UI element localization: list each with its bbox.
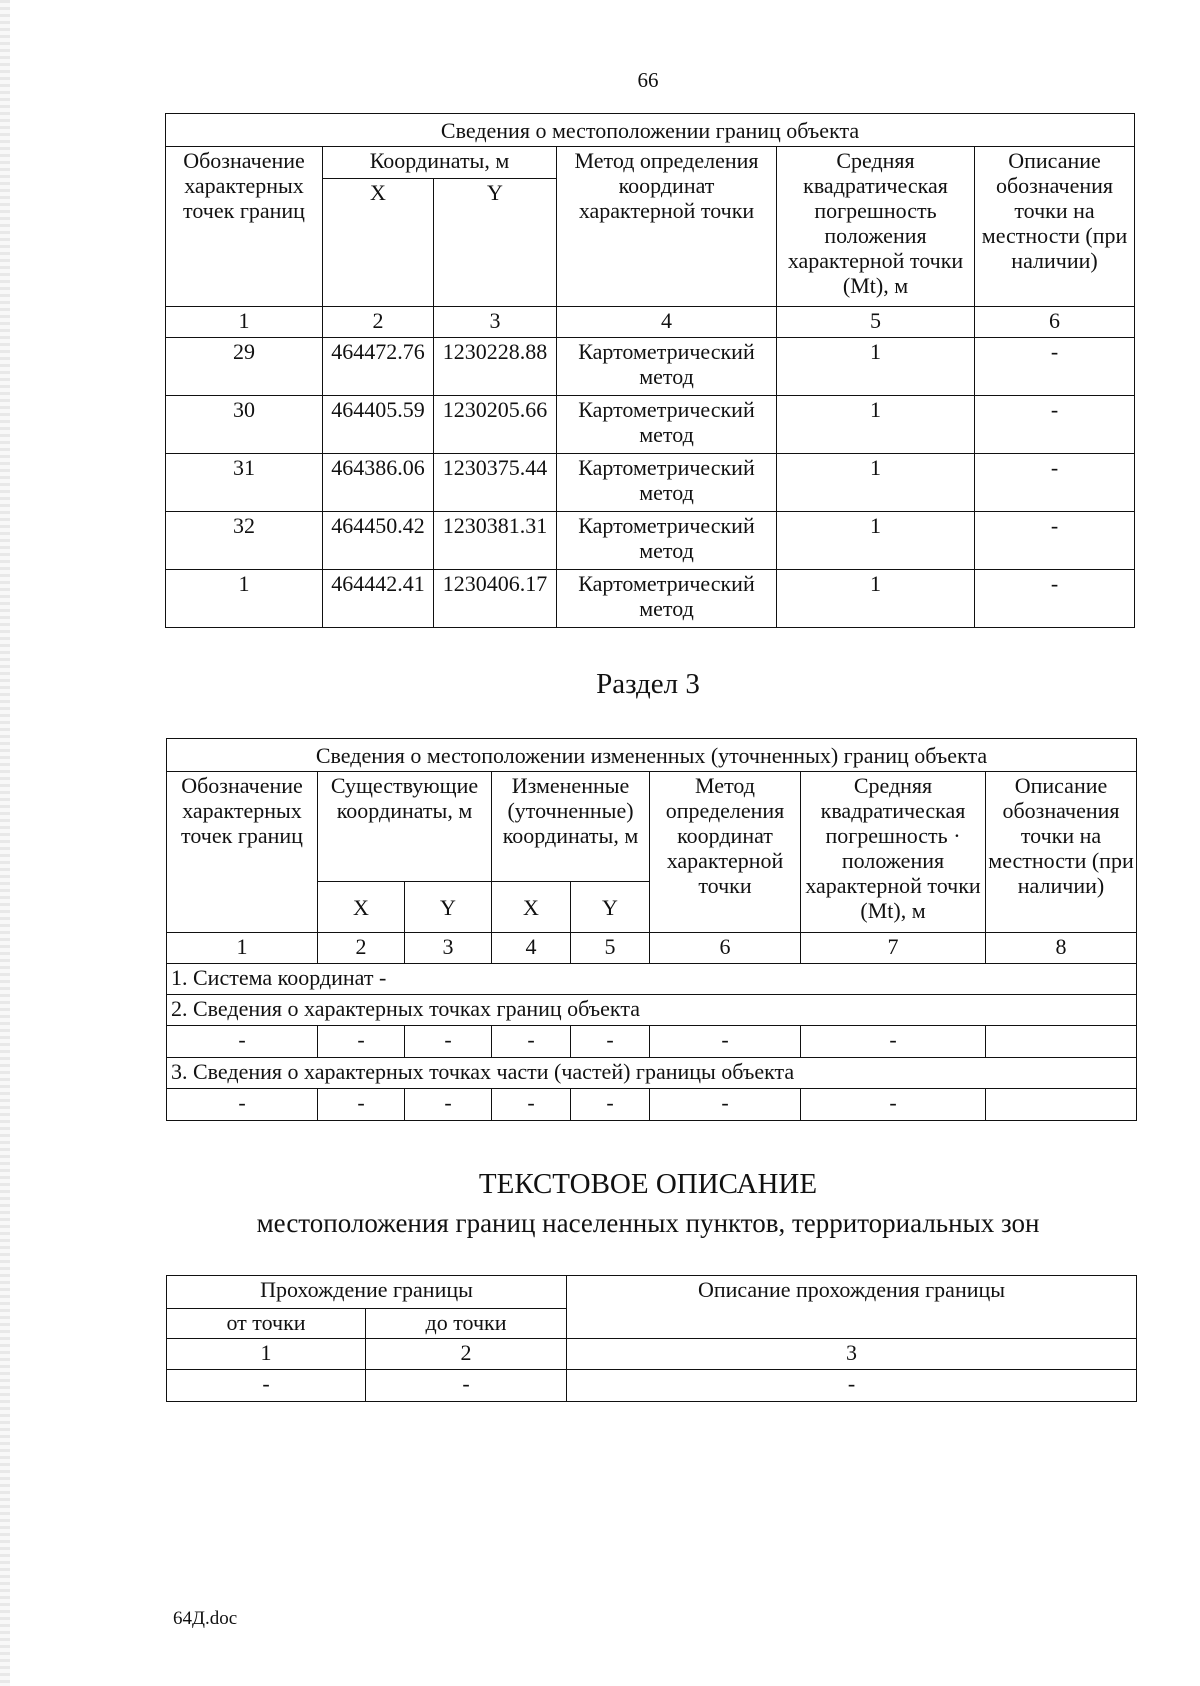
coord-x: 464472.76 [323, 338, 434, 396]
coord-y: 1230406.17 [434, 570, 557, 628]
header-error: Средняя квадратическая погрешность положения характерной точки (Mt), м [777, 147, 975, 307]
column-number: 4 [557, 307, 777, 338]
cell: - [801, 1026, 986, 1058]
method: Картометрический метод [557, 338, 777, 396]
text-description-subheading: местоположения границ населенных пунктов, территориальных зон [256, 1208, 1040, 1238]
point-id: 31 [166, 454, 323, 512]
column-number: 2 [366, 1339, 567, 1370]
footer-filename: 64Д.doc [173, 1608, 238, 1629]
coordinate-system-row: 1. Система координат - [167, 964, 1137, 995]
header-x: X [492, 882, 571, 933]
cell: - [571, 1026, 650, 1058]
page-number: 66 [637, 68, 659, 92]
coord-x: 464386.06 [323, 454, 434, 512]
header-designation: Обозначение характерных точек границ [166, 147, 323, 307]
column-number: 3 [434, 307, 557, 338]
method: Картометрический метод [557, 570, 777, 628]
error: 1 [777, 338, 975, 396]
column-number: 1 [166, 307, 323, 338]
header-description: Описание обозначения точки на местности (при наличии) [986, 772, 1137, 933]
cell: - [492, 1026, 571, 1058]
point-id: 29 [166, 338, 323, 396]
section-heading: Раздел 3 [596, 668, 700, 700]
table-title: Сведения о местоположении измененных (уточненных) границ объекта [167, 739, 1137, 772]
coord-y: 1230381.31 [434, 512, 557, 570]
column-number: 7 [801, 933, 986, 964]
column-number: 5 [571, 933, 650, 964]
cell: - [167, 1370, 366, 1402]
table-row [167, 1026, 1137, 1058]
column-number: 5 [777, 307, 975, 338]
table-row [166, 512, 1135, 570]
header-from-point: от точки [167, 1309, 366, 1339]
cell: - [650, 1089, 801, 1121]
header-designation: Обозначение характерных точек границ [167, 772, 318, 933]
point-id: 32 [166, 512, 323, 570]
cell: - [318, 1026, 405, 1058]
header-coordinates: Координаты, м [323, 147, 557, 179]
coord-y: 1230205.66 [434, 396, 557, 454]
column-number: 1 [167, 933, 318, 964]
error: 1 [777, 454, 975, 512]
description: - [975, 338, 1135, 396]
cell: - [167, 1089, 318, 1121]
cell [986, 1026, 1137, 1058]
cell: - [801, 1089, 986, 1121]
column-number: 2 [318, 933, 405, 964]
text-description-heading: ТЕКСТОВОЕ ОПИСАНИЕ [478, 1168, 818, 1200]
header-description: Описание обозначения точки на местности (при наличии) [975, 147, 1135, 307]
cell: - [405, 1026, 492, 1058]
header-passage: Прохождение границы [167, 1276, 567, 1309]
column-number: 3 [567, 1339, 1137, 1370]
coord-y: 1230228.88 [434, 338, 557, 396]
parts-section-title: 3. Сведения о характерных точках части (частей) границы объекта [167, 1058, 1137, 1089]
header-y: Y [434, 179, 557, 307]
header-passage-description: Описание прохождения границы [567, 1276, 1137, 1339]
header-to-point: до точки [366, 1309, 567, 1339]
header-existing-coordinates: Существующие координаты, м [318, 772, 492, 882]
header-error: Средняя квадратическая погрешность · положения характерной точки (Mt), м [801, 772, 986, 933]
cell [986, 1089, 1137, 1121]
changed-boundary-table [166, 738, 1137, 1121]
scan-edge [0, 0, 10, 1686]
table-row [166, 454, 1135, 512]
header-x: X [318, 882, 405, 933]
header-method: Метод определения координат характерной точки [650, 772, 801, 933]
points-section-title: 2. Сведения о характерных точках границ объекта [167, 995, 1137, 1026]
point-id: 30 [166, 396, 323, 454]
column-number: 2 [323, 307, 434, 338]
coord-y: 1230375.44 [434, 454, 557, 512]
description: - [975, 512, 1135, 570]
header-method: Метод определения координат характерной точки [557, 147, 777, 307]
point-id: 1 [166, 570, 323, 628]
header-x: X [323, 179, 434, 307]
description: - [975, 570, 1135, 628]
header-y: Y [571, 882, 650, 933]
column-number: 3 [405, 933, 492, 964]
cell: - [492, 1089, 571, 1121]
description: - [975, 454, 1135, 512]
column-number: 1 [167, 1339, 366, 1370]
error: 1 [777, 396, 975, 454]
table-row [166, 570, 1135, 628]
method: Картометрический метод [557, 512, 777, 570]
boundary-table [165, 113, 1135, 628]
column-number: 4 [492, 933, 571, 964]
table-row [167, 1089, 1137, 1121]
cell: - [567, 1370, 1137, 1402]
cell: - [167, 1026, 318, 1058]
method: Картометрический метод [557, 454, 777, 512]
description: - [975, 396, 1135, 454]
table-row [166, 396, 1135, 454]
error: 1 [777, 512, 975, 570]
table-row [166, 338, 1135, 396]
table-title: Сведения о местоположении границ объекта [166, 114, 1135, 147]
cell: - [650, 1026, 801, 1058]
boundary-passage-table [166, 1275, 1137, 1402]
table-row [167, 1370, 1137, 1402]
coord-x: 464442.41 [323, 570, 434, 628]
cell: - [571, 1089, 650, 1121]
cell: - [318, 1089, 405, 1121]
column-number: 6 [975, 307, 1135, 338]
coord-x: 464450.42 [323, 512, 434, 570]
error: 1 [777, 570, 975, 628]
cell: - [366, 1370, 567, 1402]
column-number: 6 [650, 933, 801, 964]
header-y: Y [405, 882, 492, 933]
header-changed-coordinates: Измененные (уточненные) координаты, м [492, 772, 650, 882]
coord-x: 464405.59 [323, 396, 434, 454]
cell: - [405, 1089, 492, 1121]
method: Картометрический метод [557, 396, 777, 454]
column-number: 8 [986, 933, 1137, 964]
